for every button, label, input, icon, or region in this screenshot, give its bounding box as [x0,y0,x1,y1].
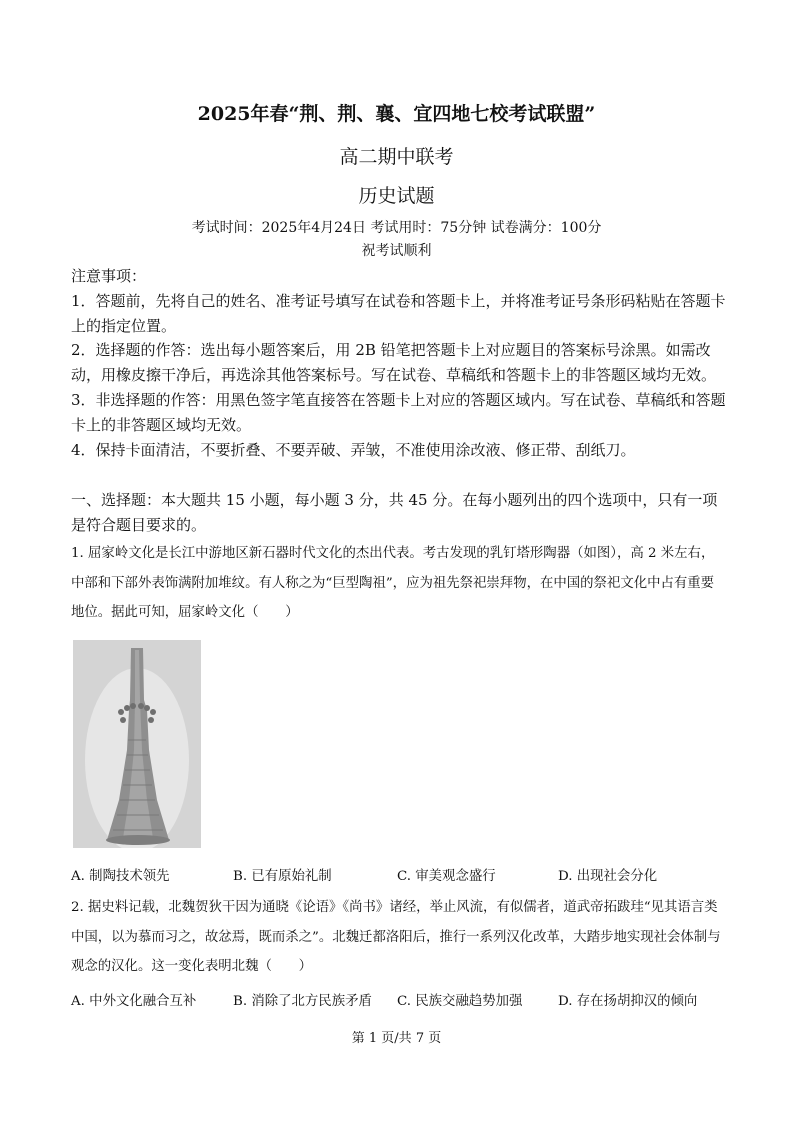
notes-section [71,264,727,462]
option-a[interactable]: A. 中外文化融合互补 [71,994,197,1009]
option-b[interactable]: B. 消除了北方民族矛盾 [233,994,372,1009]
question-stem: 2. 据史料记载，北魏贺狄干因为通晓《论语》《尚书》诸经，举止风流，有似儒者，道武帝拓跋珪“见其语言类中国，以为慕而习之，故忿焉，既而杀之”。北魏迁都洛阳后，推行一系列汉化改革，大踏步地实现社会体制与观念的汉化。这一变化表明北魏（ ） [71,900,721,974]
pottery-tower-illustration [73,640,201,848]
notes-item: 2．选择题的作答：选出每小题答案后，用 2B 铅笔把答题卡上对应题目的答案标号涂黑。如需改动，用橡皮擦干净后，再选涂其他答案标号。写在试卷、草稿纸和答题卡上的非答题区域均无效。 [71,341,717,385]
notes-item: 1．答题前，先将自己的姓名、准考证号填写在试卷和答题卡上，并将准考证号条形码粘贴在答题卡上的指定位置。 [71,291,726,335]
exam-subtitle: 高二期中联考 [339,146,454,168]
section-heading: 一、选择题：本大题共 15 小题，每小题 3 分，共 45 分。在每小题列出的四个选项中，只有一项是符合题目要求的。 [71,491,718,534]
option-d[interactable]: D. 出现社会分化 [558,869,658,884]
notes-item: 3．非选择题的作答：用黑色签字笔直接答在答题卡上对应的答题区域内。写在试卷、草稿纸和答题卡上的非答题区域均无效。 [71,390,726,434]
question-stem: 1. 屈家岭文化是长江中游地区新石器时代文化的杰出代表。考古发现的乳钉塔形陶器（如图），高 2 米左右，中部和下部外表饰满附加堆纹。有人称之为“巨型陶祖”，应为祖先祭祀崇拜物，在中国的祭祀文化中占有重要地位。据此可知，屈家岭文化（ ） [71,546,715,620]
question-2 [71,893,727,982]
exam-wish: 祝考试顺利 [361,243,432,259]
option-c[interactable]: C. 民族交融趋势加强 [397,994,523,1009]
notes-heading: 注意事项： [71,267,147,285]
pottery-tower-photo [73,640,201,848]
page-number: 第 1 页/共 7 页 [351,1031,442,1046]
notes-item: 4．保持卡面清洁，不要折叠、不要弄破、弄皱，不准使用涂改液、修正带、刮纸刀。 [71,440,636,459]
option-c[interactable]: C. 审美观念盛行 [397,869,496,884]
exam-info: 考试时间：2025年4月24日 考试用时：75分钟 试卷满分：100分 [191,220,602,236]
question-1 [71,539,727,628]
option-b[interactable]: B. 已有原始礼制 [233,869,332,884]
option-d[interactable]: D. 存在扬胡抑汉的倾向 [558,994,698,1009]
subject-title: 历史试题 [358,185,435,207]
exam-title: 2025年春“荆、荆、襄、宜四地七校考试联盟” [197,103,596,125]
option-a[interactable]: A. 制陶技术领先 [71,869,170,884]
